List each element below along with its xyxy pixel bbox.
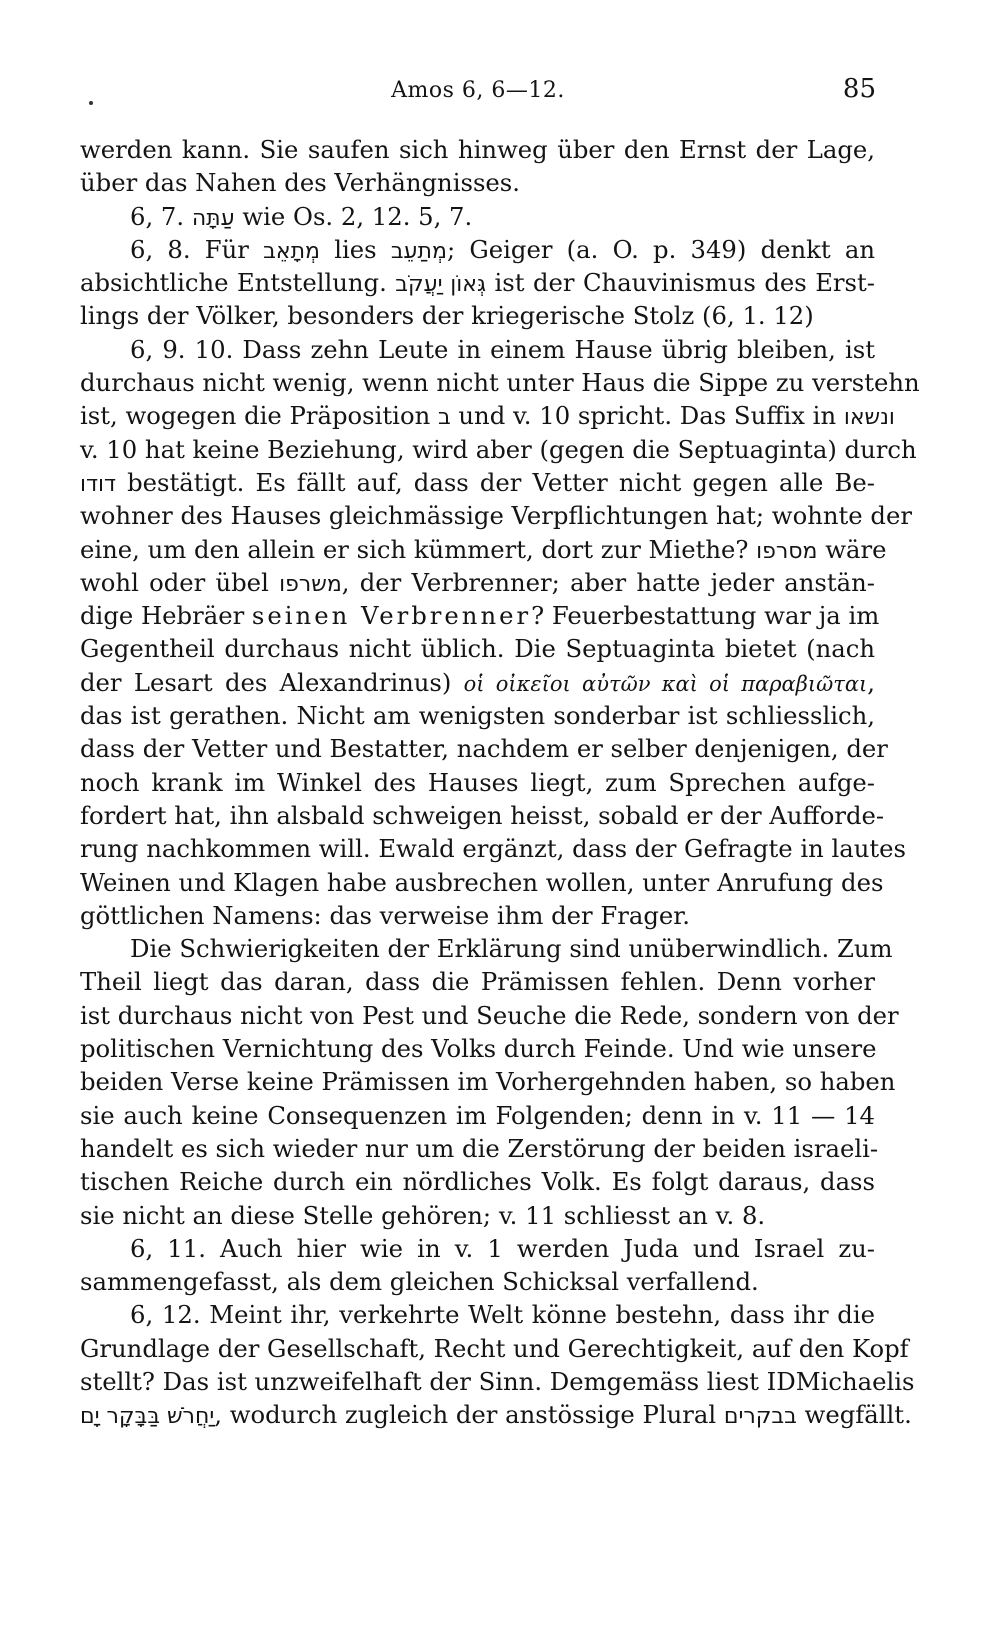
text-segment: das ist gerathen. Nicht am wenigsten sonderbar ist schliesslich, bbox=[80, 701, 875, 731]
text-line bbox=[80, 832, 906, 865]
text-segment: stellt? Das ist unzweifelhaft der Sinn. Demgemäss liest IDMichaelis bbox=[80, 1366, 915, 1396]
hebrew-word: מְתָאֵב bbox=[263, 238, 320, 264]
spaced-emphasis: seinen Verbrenner bbox=[251, 601, 532, 631]
text-line bbox=[80, 1099, 875, 1132]
text-segment: ist der Chauvinismus des Erst- bbox=[486, 268, 875, 298]
text-line bbox=[80, 999, 899, 1032]
text-line bbox=[80, 1199, 875, 1232]
text-line bbox=[80, 1365, 915, 1398]
text-segment: wegfällt. bbox=[796, 1400, 912, 1430]
hebrew-word: מְתַעֵב bbox=[390, 238, 447, 264]
text-line bbox=[80, 699, 875, 732]
text-line bbox=[80, 1165, 875, 1198]
body-text bbox=[80, 133, 920, 1432]
text-line bbox=[80, 1332, 909, 1365]
greek-quote: οἱ οἰκεῖοι αὐτῶν καὶ οἱ παραβιῶται bbox=[463, 671, 868, 696]
text-segment: ; Geiger (a. O. p. 349) denkt an bbox=[446, 234, 876, 264]
hebrew-word: משרפו bbox=[279, 571, 342, 597]
text-segment: handelt es sich wieder nur um die Zerstörung der beiden israeli- bbox=[80, 1133, 879, 1163]
text-segment: ? Feuerbestattung war ja im bbox=[531, 601, 880, 631]
text-line bbox=[80, 899, 875, 932]
text-segment: 6, 12. Meint ihr, verkehrte Welt könne bestehn, dass ihr die bbox=[130, 1300, 875, 1330]
text-segment: absichtliche Entstellung. bbox=[80, 268, 396, 298]
text-segment: dass der Vetter und Bestatter, nachdem er selber denjenigen, der bbox=[80, 734, 888, 764]
text-segment: 6, 7. bbox=[130, 201, 192, 231]
hebrew-word: יַחֲרֹשׁ בַּבָּקָר יָם bbox=[80, 1404, 215, 1430]
text-segment: Die Schwierigkeiten der Erklärung sind unüberwindlich. Zum bbox=[130, 934, 893, 964]
text-segment: wohner des Hauses gleichmässige Verpflichtungen hat; wohnte der bbox=[80, 501, 912, 531]
text-segment: Weinen und Klagen habe ausbrechen wollen, unter Anrufung des bbox=[80, 867, 884, 897]
text-segment: politischen Vernichtung des Volks durch Feinde. Und wie unsere bbox=[80, 1034, 877, 1064]
text-segment: über das Nahen des Verhängnisses. bbox=[80, 168, 520, 198]
text-line bbox=[80, 233, 875, 266]
text-line bbox=[80, 1132, 879, 1165]
hebrew-word: עַתָּה bbox=[191, 205, 235, 231]
print-speck bbox=[89, 101, 93, 105]
hebrew-word: דודו bbox=[80, 471, 117, 497]
hebrew-word: ב bbox=[437, 405, 451, 431]
text-segment: eine, um den allein er sich kümmert, dort zur Miethe? bbox=[80, 534, 757, 564]
text-segment: dige Hebräer bbox=[80, 601, 252, 631]
text-segment: , der Verbrenner; aber hatte jeder anstän- bbox=[341, 567, 876, 597]
text-line bbox=[80, 166, 875, 199]
text-line bbox=[80, 1232, 875, 1265]
text-segment: werden kann. Sie saufen sich hinweg über den Ernst der Lage, bbox=[80, 135, 875, 164]
text-segment: 6, 8. Für bbox=[130, 234, 264, 264]
text-segment: 6, 9. 10. Dass zehn Leute in einem Hause übrig bleiben, ist bbox=[130, 334, 875, 364]
text-segment: durchaus nicht wenig, wenn nicht unter Haus die Sippe zu verstehn bbox=[80, 368, 920, 398]
text-line bbox=[80, 1032, 875, 1065]
text-segment: wohl oder übel bbox=[80, 567, 280, 597]
text-segment: Grundlage der Gesellschaft, Recht und Gerechtigkeit, auf den Kopf bbox=[80, 1333, 909, 1363]
text-segment: wie Os. 2, 12. 5, 7. bbox=[234, 201, 473, 231]
text-line bbox=[80, 1265, 875, 1298]
text-segment: Theil liegt das daran, dass die Prämissen fehlen. Denn vorher bbox=[80, 967, 875, 997]
text-segment: beiden Verse keine Prämissen im Vorhergehnden haben, so haben bbox=[80, 1067, 896, 1097]
hebrew-word: מסרפו bbox=[756, 538, 818, 564]
page-number: 85 bbox=[842, 74, 876, 104]
text-line bbox=[80, 766, 875, 799]
text-segment: sie nicht an diese Stelle gehören; v. 11 schliesst an v. 8. bbox=[80, 1200, 766, 1230]
text-segment: ist, wogegen die Präposition bbox=[80, 401, 438, 431]
text-segment: 6, 11. Auch hier wie in v. 1 werden Juda und Israel zu- bbox=[130, 1233, 875, 1263]
text-line bbox=[80, 200, 875, 233]
text-segment: lies bbox=[319, 234, 391, 264]
text-segment: ist durchaus nicht von Pest und Seuche die Rede, sondern von der bbox=[80, 1000, 899, 1030]
text-segment: , bbox=[867, 667, 876, 697]
text-segment: sammengefasst, als dem gleichen Schicksal verfallend. bbox=[80, 1267, 759, 1297]
text-segment: Gegentheil durchaus nicht üblich. Die Septuaginta bietet (nach bbox=[80, 634, 875, 664]
text-line bbox=[80, 1065, 896, 1098]
text-segment: tischen Reiche durch ein nördliches Volk. Es folgt daraus, dass bbox=[80, 1167, 875, 1197]
text-segment: der Lesart des Alexandrinus) bbox=[80, 667, 464, 697]
text-line bbox=[80, 732, 888, 765]
text-segment: bestätigt. Es fällt auf, dass der Vetter nicht gegen alle Be- bbox=[116, 467, 875, 497]
running-head bbox=[80, 72, 876, 112]
text-line bbox=[80, 1398, 912, 1431]
text-line bbox=[80, 499, 912, 532]
text-segment: noch krank im Winkel des Hauses liegt, zum Sprechen aufge- bbox=[80, 767, 875, 797]
text-line bbox=[80, 366, 920, 399]
text-line bbox=[80, 932, 893, 965]
text-line bbox=[80, 133, 875, 166]
text-line bbox=[80, 333, 875, 366]
text-segment: lings der Völker, besonders der kriegerische Stolz (6, 1. 12) bbox=[80, 301, 814, 331]
text-segment: göttlichen Namens: das verweise ihm der Frager. bbox=[80, 900, 690, 930]
text-line bbox=[80, 965, 875, 998]
text-line bbox=[80, 599, 880, 632]
text-segment: fordert hat, ihn alsbald schweigen heisst, sobald er der Aufforde- bbox=[80, 800, 885, 830]
text-segment: rung nachkommen will. Ewald ergänzt, dass der Gefragte in lautes bbox=[80, 834, 906, 864]
text-line bbox=[80, 666, 875, 699]
text-segment: , wodurch zugleich der anstössige Plural bbox=[214, 1400, 724, 1430]
text-line bbox=[80, 533, 887, 566]
text-segment: und v. 10 spricht. Das Suffix in bbox=[450, 401, 844, 431]
hebrew-word: בבקרים bbox=[723, 1404, 797, 1430]
running-title: Amos 6, 6—12. bbox=[391, 78, 565, 103]
text-segment: wäre bbox=[817, 534, 887, 564]
text-line bbox=[80, 433, 917, 466]
hebrew-word: ונשאו bbox=[843, 405, 895, 431]
hebrew-word: גְּאוֹן יַעֲקֹב bbox=[395, 272, 487, 298]
text-line bbox=[80, 799, 885, 832]
text-segment: v. 10 hat keine Beziehung, wird aber (gegen die Septuaginta) durch bbox=[80, 434, 917, 464]
text-segment: sie auch keine Consequenzen im Folgenden; denn in v. 11 — 14 bbox=[80, 1100, 875, 1130]
text-line bbox=[80, 266, 875, 299]
text-line bbox=[80, 632, 875, 665]
text-line bbox=[80, 866, 884, 899]
text-line bbox=[80, 299, 875, 332]
text-line bbox=[80, 566, 875, 599]
text-line bbox=[80, 1298, 875, 1331]
text-line bbox=[80, 466, 875, 499]
text-line bbox=[80, 399, 895, 432]
